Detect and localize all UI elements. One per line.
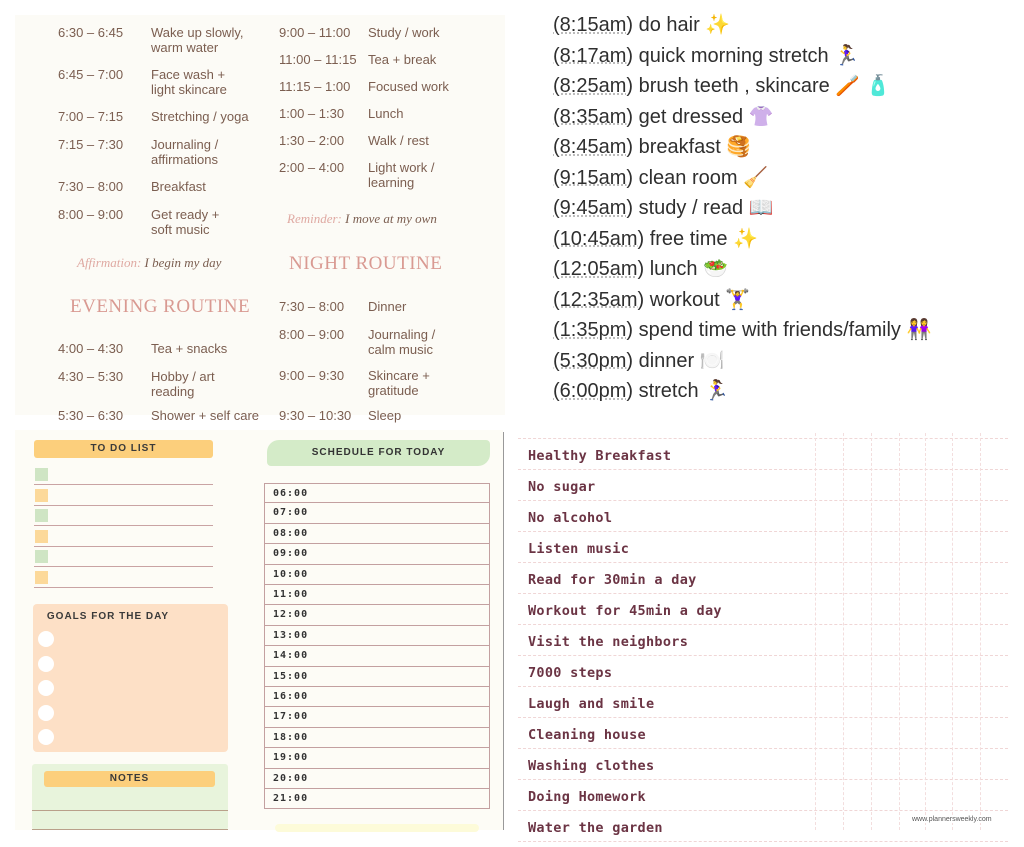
todo-checkbox[interactable] [35, 550, 48, 563]
activity: Walk / rest [368, 133, 429, 148]
activity: Shower + self care [151, 408, 260, 423]
schedule-slot[interactable]: 17:00 [264, 707, 490, 727]
goal-bullet-icon[interactable] [38, 631, 54, 647]
schedule-note-row [553, 165, 768, 190]
activity: Tea + snacks [151, 341, 228, 356]
activity: Lunch [368, 106, 404, 121]
grid-line [518, 655, 1008, 656]
schedule-note-row [553, 317, 931, 342]
schedule-note-row [553, 287, 750, 312]
notes-line[interactable] [32, 810, 228, 811]
time-slot: 11:15 – 1:00 [279, 79, 351, 94]
schedule-title: SCHEDULE FOR TODAY [267, 440, 490, 466]
next-section-brush [275, 824, 479, 832]
schedule-note-row [553, 195, 774, 220]
grid-line [518, 593, 1008, 594]
grid-line [518, 500, 1008, 501]
goal-bullet-icon[interactable] [38, 680, 54, 696]
time-slot: 1:30 – 2:00 [279, 133, 345, 148]
todo-line[interactable] [34, 566, 213, 567]
schedule-note-row [553, 134, 751, 159]
panel-divider [503, 432, 504, 830]
reminder-label: Reminder: [287, 211, 342, 226]
note-text: lunch 🥗 [644, 258, 728, 280]
activity: Face wash + light skincare [151, 67, 227, 97]
schedule-note-row [553, 73, 891, 98]
schedule-slot[interactable]: 10:00 [264, 565, 490, 585]
schedule-slot[interactable]: 07:00 [264, 503, 490, 523]
morning-routine-panel [15, 15, 505, 423]
grid-line [518, 531, 1008, 532]
time-slot: 6:30 – 6:45 [58, 25, 124, 40]
goals-title: GOALS FOR THE DAY [46, 611, 170, 622]
habit-item: Healthy Breakfast [528, 448, 672, 464]
habit-item: 7000 steps [528, 665, 613, 681]
schedule-slot[interactable]: 11:00 [264, 585, 490, 605]
note-text: spend time with friends/family 👭 [633, 319, 932, 341]
time-slot: 9:30 – 10:30 [279, 408, 352, 423]
time-slot: 8:00 – 9:00 [279, 327, 345, 342]
habit-item: Listen music [528, 541, 630, 557]
grid-line [518, 624, 1008, 625]
todo-line[interactable] [34, 587, 213, 588]
time-slot: 7:30 – 8:00 [279, 299, 345, 314]
todo-checkbox[interactable] [35, 530, 48, 543]
grid-column[interactable] [843, 433, 844, 830]
activity: Sleep [368, 408, 402, 423]
time-slot: 1:00 – 1:30 [279, 106, 345, 121]
schedule-note-row [553, 378, 729, 403]
activity: Study / work [368, 25, 440, 40]
activity: Light work / learning [368, 160, 435, 190]
note-text: study / read 📖 [633, 197, 774, 219]
affirmation-label: Affirmation: [77, 255, 142, 270]
grid-line [518, 717, 1008, 718]
todo-line[interactable] [34, 484, 213, 485]
todo-line[interactable] [34, 525, 213, 526]
schedule-slot[interactable]: 15:00 [264, 667, 490, 687]
note-text: quick morning stretch 🏃‍♀️ [633, 44, 860, 67]
goals-box [33, 604, 228, 752]
schedule-note-row [553, 43, 859, 68]
time-slot: 2:00 – 4:00 [279, 160, 345, 175]
schedule-note-row [553, 12, 730, 37]
night-routine-title: NIGHT ROUTINE [289, 253, 443, 274]
note-time: (9:45am) [553, 197, 634, 219]
note-text: do hair ✨ [633, 14, 731, 36]
goal-bullet-icon[interactable] [38, 729, 54, 745]
time-slot: 9:00 – 11:00 [279, 25, 351, 40]
activity: Stretching / yoga [151, 109, 249, 124]
grid-column[interactable] [871, 433, 872, 830]
schedule-slot[interactable]: 19:00 [264, 748, 490, 768]
note-text: get dressed 👚 [633, 105, 774, 128]
time-slot: 6:45 – 7:00 [58, 67, 124, 82]
time-slot: 4:30 – 5:30 [58, 369, 124, 384]
activity: Journaling / affirmations [151, 137, 219, 167]
reminder-text: I move at my own [345, 211, 437, 226]
todo-title: TO DO LIST [34, 440, 213, 458]
note-time: (8:35am) [553, 105, 634, 128]
schedule-note-row [553, 348, 725, 373]
schedule-slot[interactable]: 14:00 [264, 646, 490, 666]
activity: Wake up slowly, warm water [151, 25, 244, 55]
habit-item: Water the garden [528, 820, 663, 836]
grid-column[interactable] [952, 433, 953, 830]
note-time: (1:35pm) [553, 319, 634, 341]
grid-line [518, 469, 1008, 470]
note-text: workout 🏋️‍♀️ [644, 288, 751, 311]
schedule-slot[interactable]: 09:00 [264, 544, 490, 564]
note-time: (6:00pm) [553, 380, 634, 402]
note-text: free time ✨ [644, 227, 758, 250]
notes-title: NOTES [44, 771, 215, 787]
note-time: (8:45am) [553, 136, 634, 158]
note-time: (8:17am) [553, 44, 634, 67]
todo-checkbox[interactable] [35, 468, 48, 481]
grid-line [518, 779, 1008, 780]
note-time: (9:15am) [553, 166, 634, 189]
todo-checkbox[interactable] [35, 571, 48, 584]
habit-item: No sugar [528, 479, 596, 495]
evening-routine-title: EVENING ROUTINE [70, 296, 251, 317]
watermark: www.plannersweekly.com [912, 816, 992, 823]
activity: Hobby / art reading [151, 369, 215, 399]
schedule-note-row [553, 256, 728, 281]
time-slot: 5:30 – 6:30 [58, 408, 124, 423]
activity: Journaling / calm music [368, 327, 436, 357]
note-time: (8:25am) [553, 75, 634, 97]
grid-column[interactable] [815, 433, 816, 830]
habit-item: No alcohol [528, 510, 613, 526]
time-slot: 7:00 – 7:15 [58, 109, 124, 124]
activity: Tea + break [368, 52, 437, 67]
time-slot: 7:30 – 8:00 [58, 179, 124, 194]
habit-item: Cleaning house [528, 727, 646, 743]
todo-checkbox[interactable] [35, 489, 48, 502]
note-time: (12:05am) [553, 258, 645, 280]
note-text: clean room 🧹 [633, 166, 768, 189]
schedule-note-row [553, 226, 758, 251]
schedule-note-row [553, 104, 774, 129]
grid-line [518, 562, 1008, 563]
schedule-slot[interactable]: 16:00 [264, 687, 490, 707]
note-text: brush teeth , skincare 🪥 🧴 [633, 75, 891, 97]
grid-line [518, 810, 1008, 811]
habit-item: Visit the neighbors [528, 634, 689, 650]
time-slot: 8:00 – 9:00 [58, 207, 124, 222]
grid-column[interactable] [925, 433, 926, 830]
grid-line [518, 841, 1008, 842]
note-text: dinner 🍽️ [633, 349, 725, 372]
habit-item: Washing clothes [528, 758, 655, 774]
note-time: (10:45am) [553, 227, 645, 250]
todo-line[interactable] [34, 546, 213, 547]
note-time: (12:35am) [553, 288, 645, 311]
time-slot: 9:00 – 9:30 [279, 368, 345, 383]
habit-item: Doing Homework [528, 789, 646, 805]
activity: Breakfast [151, 179, 206, 194]
time-slot: 7:15 – 7:30 [58, 137, 124, 152]
habit-item: Workout for 45min a day [528, 603, 722, 619]
todo-line[interactable] [34, 505, 213, 506]
habit-tracker-panel [518, 433, 1008, 836]
activity: Dinner [368, 299, 407, 314]
timed-notes-panel [510, 0, 1024, 415]
schedule-slot[interactable]: 08:00 [264, 524, 490, 544]
schedule-slot[interactable]: 18:00 [264, 728, 490, 748]
grid-line [518, 748, 1008, 749]
note-text: stretch 🏃‍♀️ [633, 380, 730, 402]
time-slot: 11:00 – 11:15 [279, 52, 357, 67]
note-time: (5:30pm) [553, 349, 634, 372]
schedule-slot[interactable]: 21:00 [264, 789, 490, 809]
todo-checkbox[interactable] [35, 509, 48, 522]
time-slot: 4:00 – 4:30 [58, 341, 124, 356]
habit-item: Read for 30min a day [528, 572, 697, 588]
schedule-slot[interactable]: 20:00 [264, 769, 490, 789]
schedule-slot[interactable]: 12:00 [264, 605, 490, 625]
grid-column[interactable] [899, 433, 900, 830]
affirmation [77, 255, 221, 271]
activity: Get ready + soft music [151, 207, 220, 237]
activity: Focused work [368, 79, 449, 94]
goal-bullet-icon[interactable] [38, 705, 54, 721]
habit-item: Laugh and smile [528, 696, 655, 712]
grid-column[interactable] [980, 433, 981, 830]
note-text: breakfast 🥞 [633, 136, 752, 158]
notes-line[interactable] [32, 829, 228, 830]
schedule-slot[interactable]: 13:00 [264, 626, 490, 646]
note-time: (8:15am) [553, 14, 634, 36]
reminder [287, 211, 437, 227]
schedule-slot[interactable]: 06:00 [264, 483, 490, 503]
affirmation-text: I begin my day [144, 255, 222, 270]
goal-bullet-icon[interactable] [38, 656, 54, 672]
grid-line [518, 438, 1008, 439]
activity: Skincare + gratitude [368, 368, 430, 398]
grid-line [518, 686, 1008, 687]
